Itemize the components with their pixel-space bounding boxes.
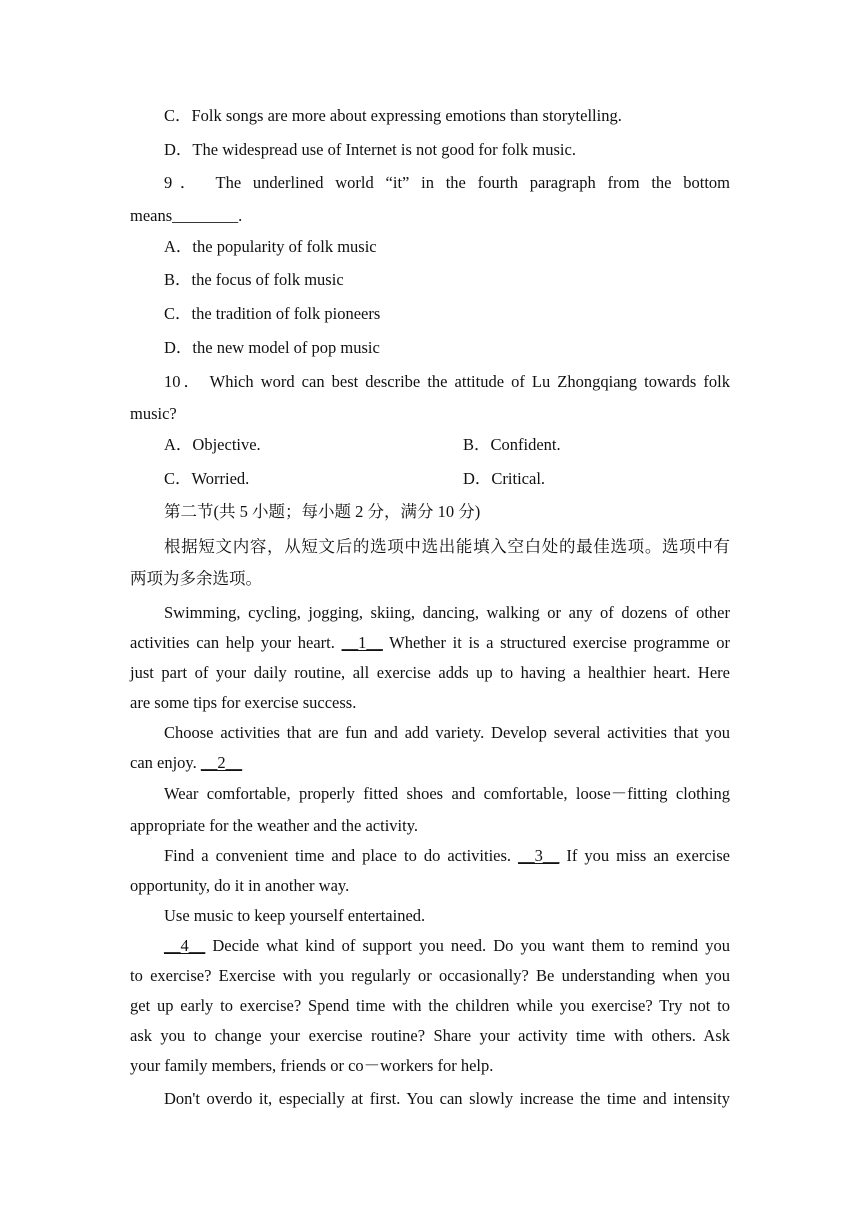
passage-p6-line5: your family members, friends or co－workers for help. (130, 1056, 494, 1075)
q10-option-b: B．Confident. (463, 435, 561, 454)
passage-p2-line2: can enjoy. __2__ (130, 753, 243, 772)
passage-p6-line4: ask you to change your exercise routine? Share your activity time with others. Ask (130, 1026, 730, 1045)
passage-p3-line2: appropriate for the weather and the activity. (130, 816, 419, 835)
passage-p7-line1: Don't overdo it, especially at first. You can slowly increase the time and intensity (164, 1089, 730, 1108)
blank-4: __4__ (164, 936, 206, 955)
passage-p6-line3: get up early to exercise? Spend time with the children while you exercise? Try not to (130, 996, 730, 1015)
passage-p1-line2: activities can help your heart. __1__ Whether it is a structured exercise programme or (130, 633, 730, 652)
q9-option-d: D．the new model of pop music (164, 338, 380, 357)
passage-p6-line2: to exercise? Exercise with you regularly or occasionally? Be understanding when you (130, 966, 730, 985)
passage-p4-line2: opportunity, do it in another way. (130, 876, 350, 895)
section2-heading: 第二节(共 5 小题；每小题 2 分，满分 10 分) (164, 502, 481, 521)
blank-3: __3__ (518, 846, 560, 865)
q9-option-c: C．the tradition of folk pioneers (164, 304, 381, 323)
passage-p4-line1: Find a convenient time and place to do activities. __3__ If you miss an exercise (164, 846, 730, 865)
q10-stem-line2: music? (130, 404, 177, 423)
passage-p2-line1: Choose activities that are fun and add variety. Develop several activities that you (164, 723, 730, 742)
q8-option-c: C．Folk songs are more about expressing emotions than storytelling. (164, 106, 622, 125)
passage-p6-line1: __4__ Decide what kind of support you need. Do you want them to remind you (164, 936, 730, 955)
q10-option-a: A．Objective. (164, 435, 261, 454)
passage-p1-line1: Swimming, cycling, jogging, skiing, dancing, walking or any of dozens of other (164, 603, 730, 622)
q9-option-a: A．the popularity of folk music (164, 237, 377, 256)
q9-stem-line1: 9． The underlined world “it” in the fourth paragraph from the bottom (164, 173, 730, 192)
section2-instructions-line2: 两项为多余选项。 (130, 569, 262, 588)
blank-2: __2__ (200, 753, 243, 772)
passage-p5-line1: Use music to keep yourself entertained. (164, 906, 426, 925)
q10-option-c: C．Worried. (164, 469, 250, 488)
passage-p3-line1: Wear comfortable, properly fitted shoes and comfortable, loose－fitting clothing (164, 784, 730, 803)
q10-option-d: D．Critical. (463, 469, 546, 488)
blank-1: __1__ (341, 633, 383, 652)
q8-option-d: D．The widespread use of Internet is not good for folk music. (164, 140, 576, 159)
q9-option-b: B．the focus of folk music (164, 270, 344, 289)
section2-instructions-line1: 根据短文内容，从短文后的选项中选出能填入空白处的最佳选项。选项中有 (164, 537, 730, 556)
passage-p1-line4: are some tips for exercise success. (130, 693, 357, 712)
passage-p1-line3: just part of your daily routine, all exercise adds up to having a healthier heart. Here (130, 663, 730, 682)
q9-stem-line2: means________. (130, 206, 243, 225)
q10-stem-line1: 10． Which word can best describe the attitude of Lu Zhongqiang towards folk (164, 372, 730, 391)
